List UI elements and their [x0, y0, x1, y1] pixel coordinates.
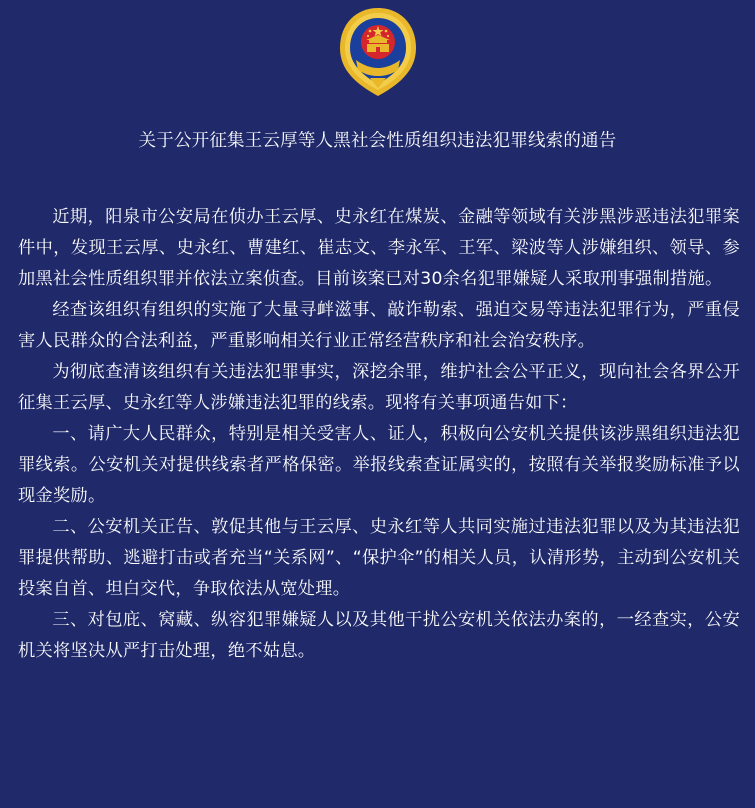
police-emblem-icon [330, 4, 426, 100]
notice-paragraph: 为彻底查清该组织有关违法犯罪事实，深挖余罪，维护社会公平正义，现向社会各界公开征集王云厚、史永红等人涉嫌违法犯罪的线索。现将有关事项通告如下： [18, 362, 740, 413]
notice-title: 关于公开征集王云厚等人黑社会性质组织违法犯罪线索的通告 [138, 131, 617, 151]
notice-body [18, 202, 740, 667]
notice-paragraph: 近期，阳泉市公安局在侦办王云厚、史永红在煤炭、金融等领域有关涉黑涉恶违法犯罪案件中，发现王云厚、史永红、曹建红、崔志文、李永军、王军、梁波等人涉嫌组织、领导、参加黑社会性质组织罪并依法立案侦查。目前该案已对30余名犯罪嫌疑人采取刑事强制措施。 [18, 207, 740, 289]
notice-paragraph: 一、请广大人民群众，特别是相关受害人、证人，积极向公安机关提供该涉黑组织违法犯罪线索。公安机关对提供线索者严格保密。举报线索查证属实的，按照有关举报奖励标准予以现金奖励。 [18, 424, 740, 506]
notice-paragraph: 经查该组织有组织的实施了大量寻衅滋事、敲诈勒索、强迫交易等违法犯罪行为，严重侵害人民群众的合法利益，严重影响相关行业正常经营秩序和社会治安秩序。 [18, 300, 740, 351]
notice-paragraph: 三、对包庇、窝藏、纵容犯罪嫌疑人以及其他干扰公安机关依法办案的，一经查实，公安机关将坚决从严打击处理，绝不姑息。 [18, 610, 740, 661]
notice-paragraph: 二、公安机关正告、敦促其他与王云厚、史永红等人共同实施过违法犯罪以及为其违法犯罪提供帮助、逃避打击或者充当“关系网”、“保护伞”的相关人员，认清形势，主动到公安机关投案自首、坦白交代，争取依法从宽处理。 [18, 517, 740, 599]
